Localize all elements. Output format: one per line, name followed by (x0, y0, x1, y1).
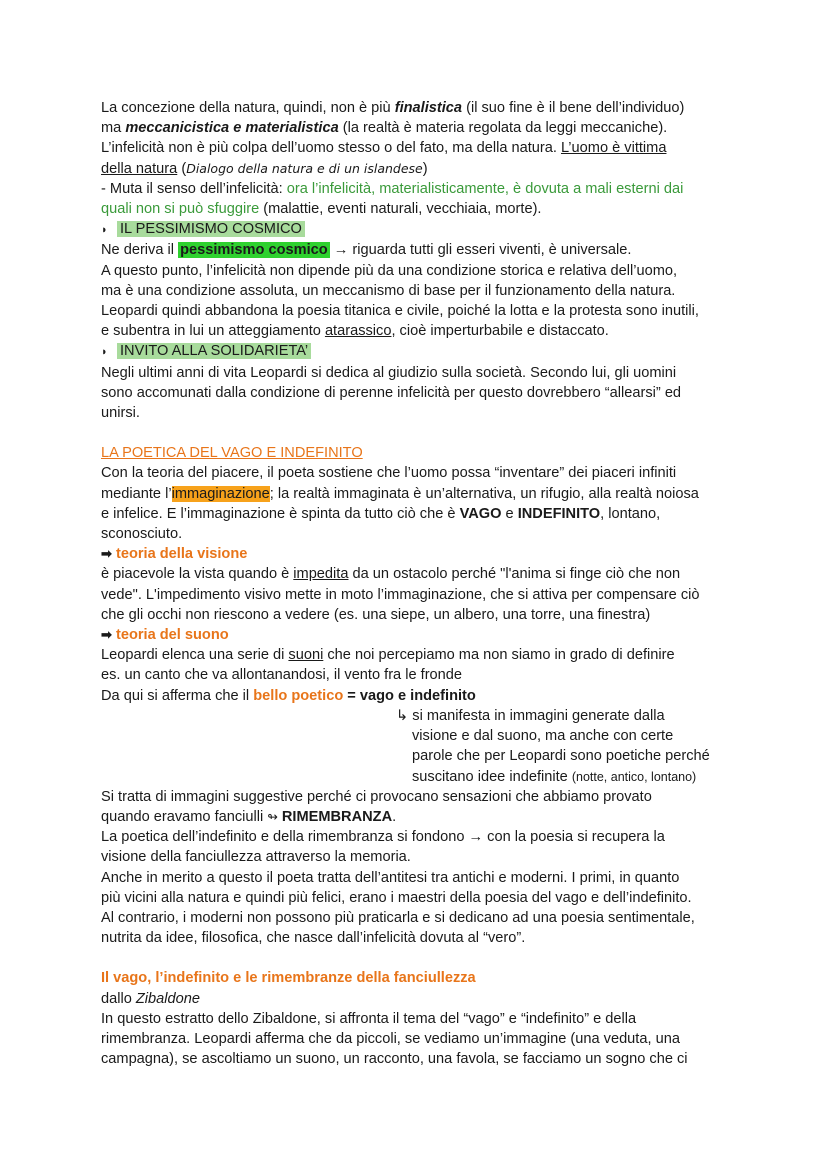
text: e (501, 505, 518, 522)
text: La concezione della natura, quindi, non è più (101, 100, 395, 116)
underlined-text: impedita (293, 566, 349, 583)
text: (la realtà è materia regolata da leggi meccaniche). (338, 120, 668, 137)
highlighted-term: pessimismo cosmico (180, 242, 328, 259)
text: e subentra in lui un atteggiamento (101, 323, 325, 340)
bullet-icon: ◗ (101, 224, 108, 237)
text: Con la teoria del piacere, il poeta sostiene che l’uomo possa “inventare” dei piaceri infiniti (101, 465, 677, 482)
text: che noi percepiamo ma non siamo in grado di definire (323, 647, 675, 664)
text: campagna), se ascoltiamo un suono, un racconto, una favola, se facciamo un sogno che ci (101, 1051, 688, 1068)
text: da un ostacolo perché "l'anima si finge ciò che non (348, 566, 681, 583)
small-text: (notte, antico, lontano) (571, 769, 697, 784)
indented-note (396, 706, 741, 787)
text: Leopardi elenca una serie di (101, 647, 289, 664)
term-meccanicistica: meccanicistica e materialistica (125, 120, 339, 137)
text: Si tratta di immagini suggestive perché ci provocano sensazioni che abbiamo provato (101, 788, 652, 805)
green-text: quali non si può sfuggire (101, 201, 260, 218)
note-line: parole che per Leopardi sono poetiche perché (412, 748, 710, 765)
bullet-icon: ◗ (101, 346, 108, 359)
text: visione della fanciullezza attraverso la memoria. (101, 849, 411, 866)
work-title: Dialogo della natura e di un islandese (186, 160, 423, 176)
section-title: Il vago, l’indefinito e le rimembranze della fanciullezza (101, 970, 476, 987)
text: nutrita da idee, filosofica, che nasce dall’infelicità dovuta al “vero”. (101, 930, 526, 947)
paragraph-zibaldone (101, 989, 741, 1070)
text: rimembranza. Leopardi afferma che da piccoli, se vediamo un’immagine (una veduta, una (101, 1030, 680, 1047)
subheading-visione (101, 544, 741, 564)
section-title: LA POETICA DEL VAGO E INDEFINITO (101, 445, 363, 462)
underlined-text: atarassico (324, 323, 392, 340)
heading-solidarieta (101, 341, 741, 362)
text: quando eravamo fanciulli (101, 808, 268, 825)
text: Al contrario, i moderni non possono più praticarla e si dedicano ad una poesia sentimentale, (101, 909, 695, 926)
text: (il suo fine è il bene dell’individuo) (462, 100, 685, 116)
text: sono accomunati dalla condizione di perenne infelicità per questo dovrebbero “allearsi” ed (101, 384, 682, 401)
arrow-right-icon: ➡ (101, 546, 112, 562)
text: ; la realtà immaginata è un’alternativa, un rifugio, alla realtà noiosa (269, 485, 699, 502)
paragraph-pessimismo (101, 240, 741, 341)
section-title-poetica (101, 443, 741, 463)
bold-term: INDEFINITO (517, 505, 601, 522)
underlined-text: della natura (101, 160, 178, 177)
note-line (412, 767, 741, 787)
text: unirsi. (101, 405, 140, 422)
highlighted-term: immaginazione (171, 485, 270, 502)
text: dallo (101, 990, 136, 1007)
text: più vicini alla natura e quindi più felici, erano i maestri della poesia del vago e dell’indefinito. (101, 889, 692, 906)
underlined-text: suoni (288, 647, 324, 664)
green-text: ora l’infelicità, materialisticamente, è dovuta a mali esterni dai (286, 180, 684, 197)
text: L’infelicità non è più colpa dell’uomo stesso o del fato, ma della natura. (101, 140, 561, 157)
subheading-text: teoria della visione (115, 546, 248, 563)
text: → riguarda tutti gli esseri viventi, è universale. (329, 242, 632, 259)
heading-text: IL PESSIMISMO COSMICO (117, 221, 305, 237)
paragraph-natura (101, 98, 741, 179)
paragraph-solidarieta (101, 363, 741, 424)
heading-pessimismo (101, 219, 741, 240)
text: , cioè imperturbabile e distaccato. (391, 323, 609, 340)
subheading-text: teoria del suono (115, 627, 229, 644)
text: ( (177, 160, 187, 177)
note-line: ↳ si manifesta in immagini generate dalla (396, 707, 665, 724)
arrow-right-icon: ➡ (101, 627, 112, 643)
underlined-text: L’uomo è vittima (561, 140, 667, 157)
text: A questo punto, l’infelicità non dipende più da una condizione storica e relativa dell’uomo, (101, 262, 678, 279)
paragraph-visione (101, 564, 741, 625)
spacer (101, 423, 741, 443)
spacer (101, 948, 741, 968)
text: ma (101, 120, 126, 137)
text: suscitano idee indefinite (412, 768, 572, 785)
text: Ne deriva il (101, 242, 179, 259)
text: Anche in merito a questo il poeta tratta dell’antitesi tra antichi e moderni. I primi, in quanto (101, 869, 680, 886)
term-finalistica: finalistica (394, 100, 463, 116)
text: , lontano, (600, 505, 661, 522)
heading-text: INVITO ALLA SOLIDARIETA’ (117, 343, 311, 359)
text: es. un canto che va allontanandosi, il vento fra le fronde (101, 667, 463, 684)
text: sconosciuto. (101, 526, 183, 543)
text: ) (422, 160, 428, 177)
text: ma è una condizione assoluta, un meccanismo di base per il funzionamento della natura. (101, 282, 676, 299)
text: Negli ultimi anni di vita Leopardi si dedica al giudizio sulla società. Secondo lui, gli uomini (101, 364, 677, 381)
text: è piacevole la vista quando è (101, 566, 294, 583)
text: In questo estratto dello Zibaldone, si affronta il tema del “vago” e “indefinito” e della (101, 1010, 637, 1027)
text: mediante l’ (101, 485, 172, 502)
work-title: Zibaldone (135, 990, 200, 1007)
highlighted-term: bello poetico (253, 687, 344, 704)
section-title-zibaldone (101, 968, 741, 988)
paragraph-piacere (101, 463, 741, 544)
subheading-suono (101, 625, 741, 645)
arrow-icon: ↬ (267, 809, 278, 824)
text: Da qui si afferma che il (101, 687, 254, 704)
bold-term: VAGO (459, 505, 502, 522)
paragraph-infelicita (101, 179, 741, 219)
text: (malattie, eventi naturali, vecchiaia, morte). (259, 201, 542, 218)
text: che gli occhi non riescono a vedere (es. una siepe, un albero, una torre, una finestra) (101, 606, 651, 623)
note-line: visione e dal suono, ma anche con certe (412, 728, 674, 745)
text: . (392, 808, 397, 825)
bold-term: = vago e indefinito (343, 687, 476, 704)
bold-term: RIMEMBRANZA (277, 808, 393, 825)
text: La poetica dell’indefinito e della rimembranza si fondono → con la poesia si recupera la (101, 829, 665, 846)
page-content (101, 98, 741, 1069)
text: - Muta il senso dell’infelicità: (101, 180, 287, 197)
paragraph-rimembranza (101, 787, 741, 949)
text: vede". L'impedimento visivo mette in moto l’immaginazione, che si attiva per compensare ciò (101, 586, 700, 603)
text: e infelice. E l’immaginazione è spinta da tutto ciò che è (101, 505, 460, 522)
text: Leopardi quindi abbandona la poesia titanica e civile, poiché la lotta e la protesta sono inutili, (101, 303, 699, 320)
paragraph-suono (101, 645, 741, 706)
